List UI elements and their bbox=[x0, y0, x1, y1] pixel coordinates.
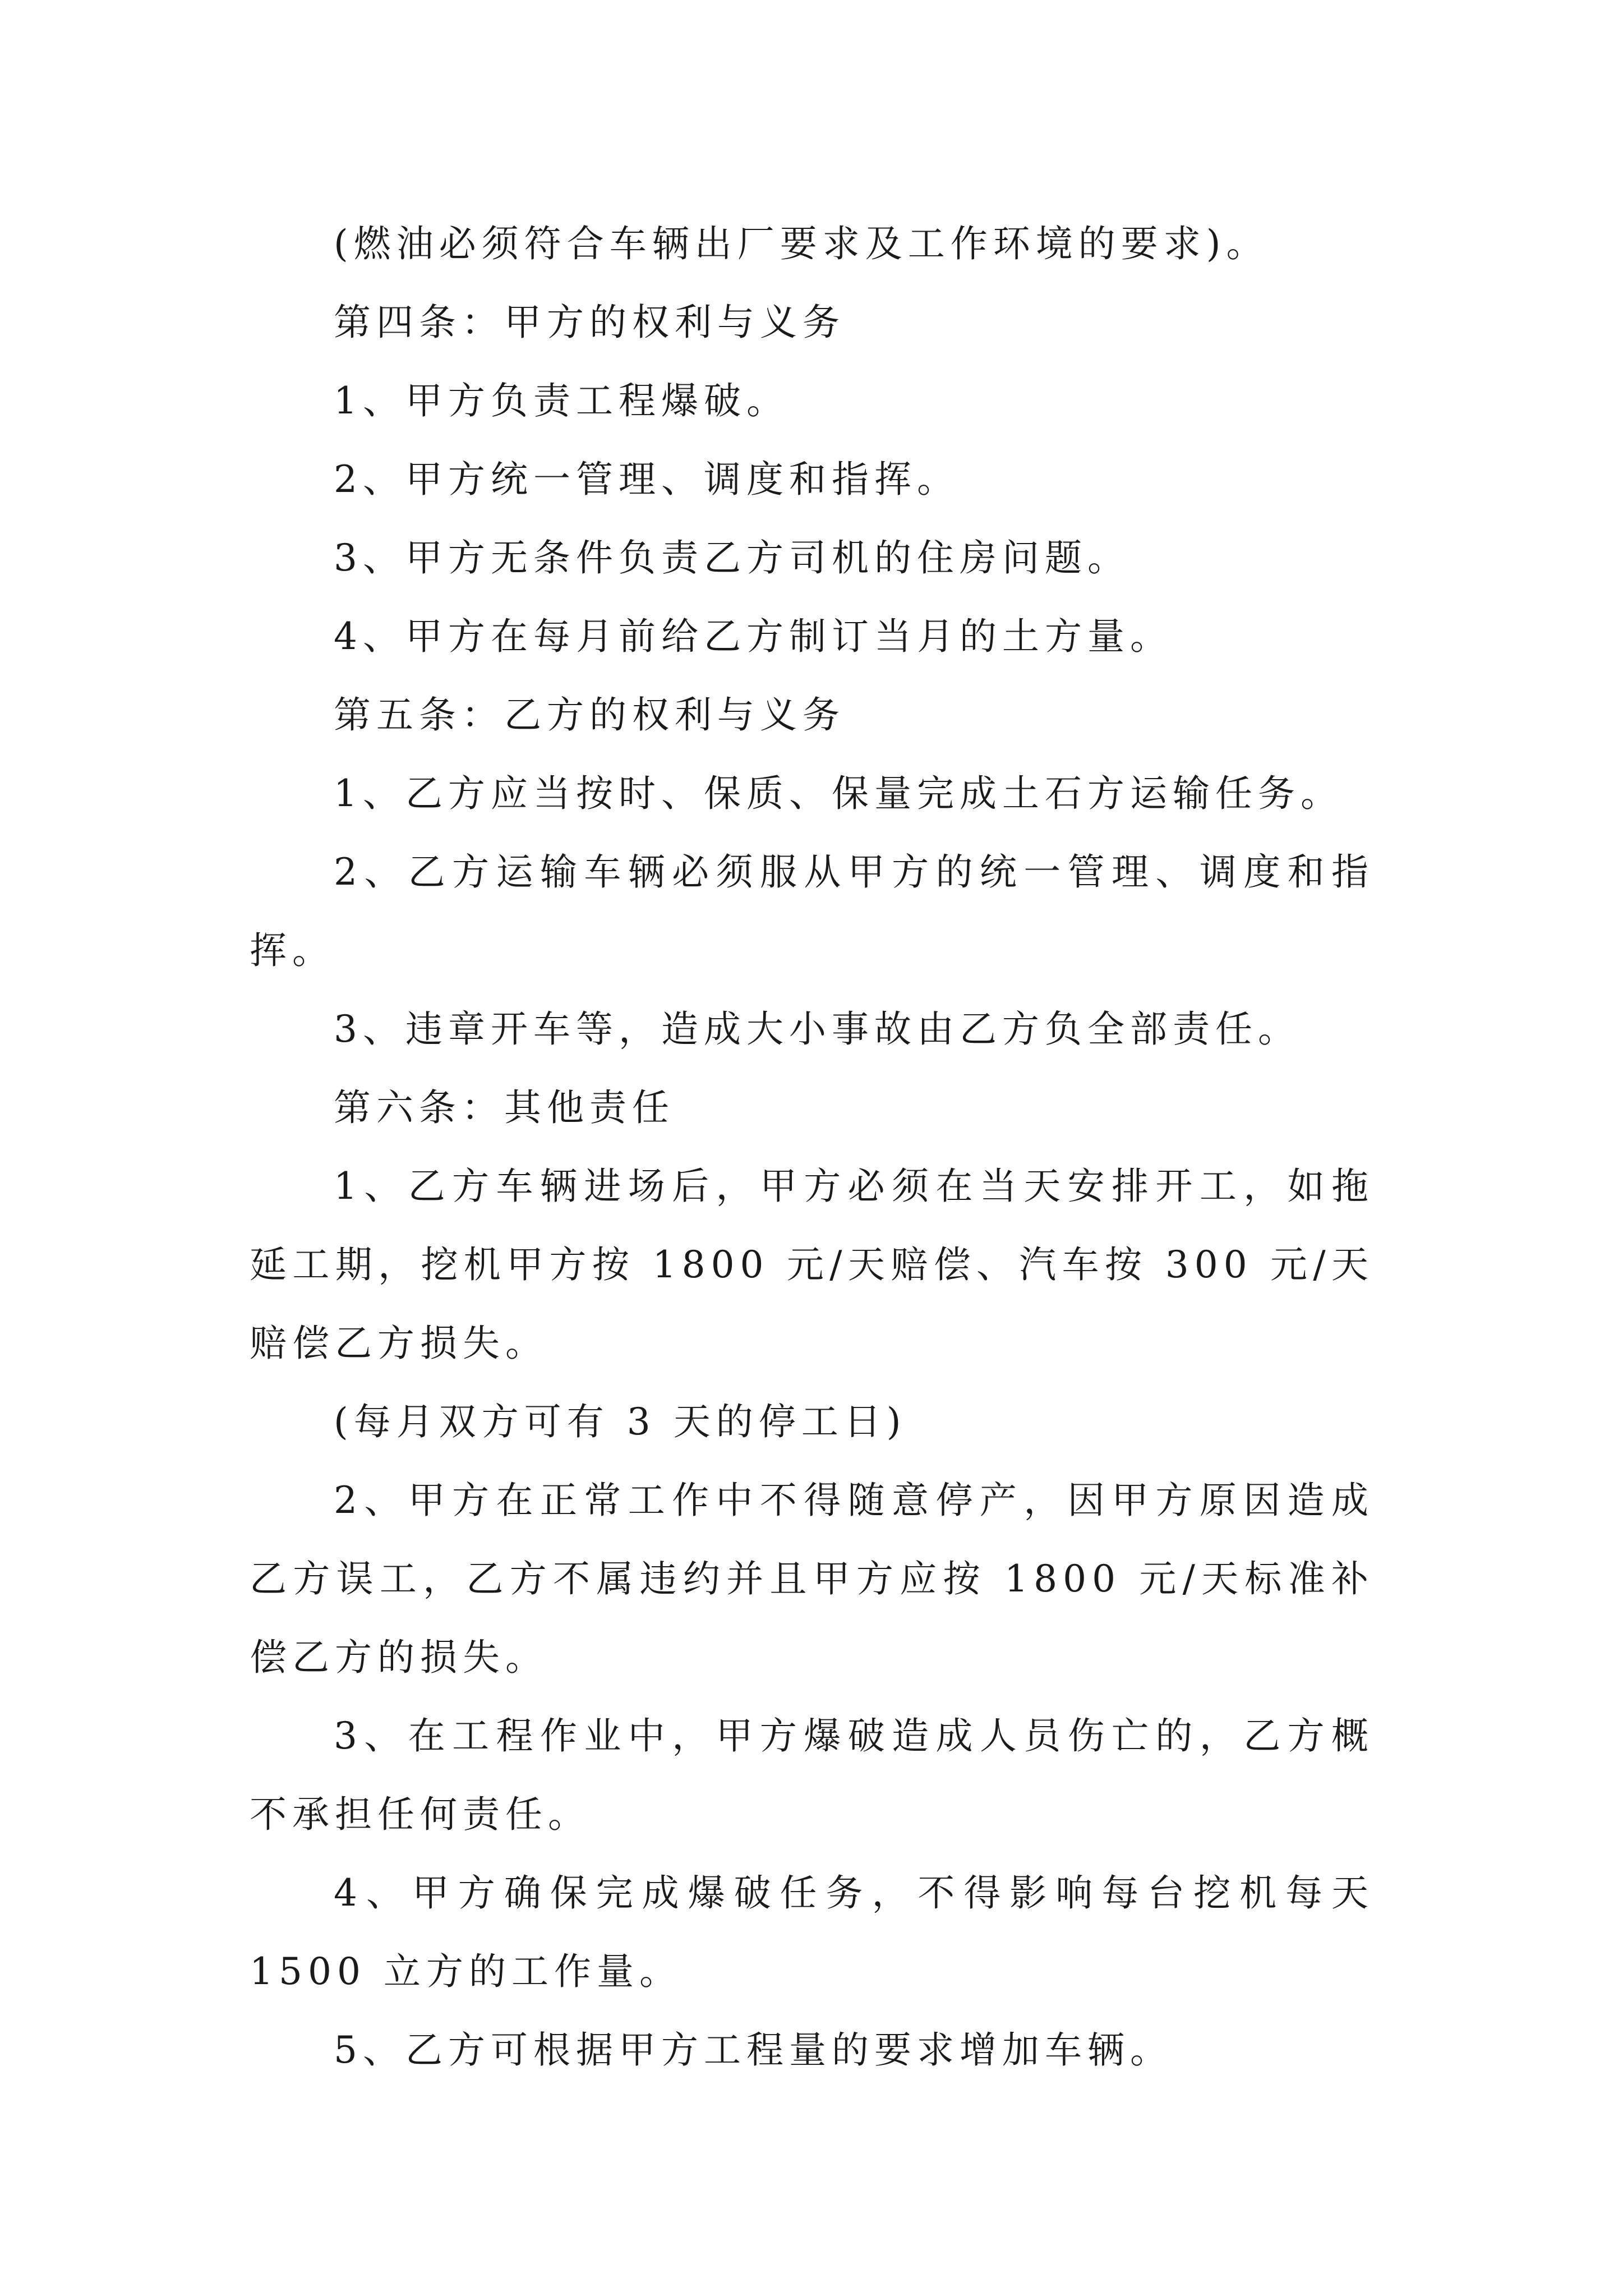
section-heading-article-4: 第四条：甲方的权利与义务 bbox=[334, 301, 845, 344]
list-item-party-a-3: 3、甲方无条件负责乙方司机的住房问题。 bbox=[334, 536, 1130, 579]
list-item-party-a-1: 1、甲方负责工程爆破。 bbox=[334, 379, 789, 422]
list-item-party-b-2: 2、乙方运输车辆必须服从甲方的统一管理、调度和指挥。 bbox=[250, 850, 1374, 972]
list-item-other-4: 4、甲方确保完成爆破任务，不得影响每台挖机每天 1500 立方的工作量。 bbox=[250, 1871, 1374, 1993]
section-heading-article-5: 第五条：乙方的权利与义务 bbox=[334, 693, 845, 737]
list-item-party-a-2: 2、甲方统一管理、调度和指挥。 bbox=[334, 458, 960, 501]
note-downtime-days: (每月双方可有 3 天的停工日) bbox=[334, 1400, 907, 1443]
list-item-party-b-3: 3、违章开车等，造成大小事故由乙方负全部责任。 bbox=[334, 1007, 1301, 1051]
list-item-other-2: 2、甲方在正常工作中不得随意停产，因甲方原因造成乙方误工，乙方不属违约并且甲方应按 1800 元/天标准补偿乙方的损失。 bbox=[250, 1479, 1374, 1679]
section-heading-article-6: 第六条：其他责任 bbox=[334, 1086, 675, 1129]
paragraph-fuel-requirement: (燃油必须符合车辆出厂要求及工作环境的要求)。 bbox=[334, 222, 1269, 265]
document-body bbox=[250, 205, 1374, 2090]
list-item-party-a-4: 4、甲方在每月前给乙方制订当月的土方量。 bbox=[334, 615, 1173, 658]
list-item-party-b-1: 1、乙方应当按时、保质、保量完成土石方运输任务。 bbox=[334, 772, 1343, 815]
list-item-other-5: 5、乙方可根据甲方工程量的要求增加车辆。 bbox=[334, 2028, 1173, 2072]
list-item-other-1: 1、乙方车辆进场后，甲方必须在当天安排开工，如拖延工期，挖机甲方按 1800 元/天赔偿、汽车按 300 元/天赔偿乙方损失。 bbox=[250, 1165, 1374, 1365]
list-item-other-3: 3、在工程作业中，甲方爆破造成人员伤亡的，乙方概不承担任何责任。 bbox=[250, 1714, 1374, 1836]
